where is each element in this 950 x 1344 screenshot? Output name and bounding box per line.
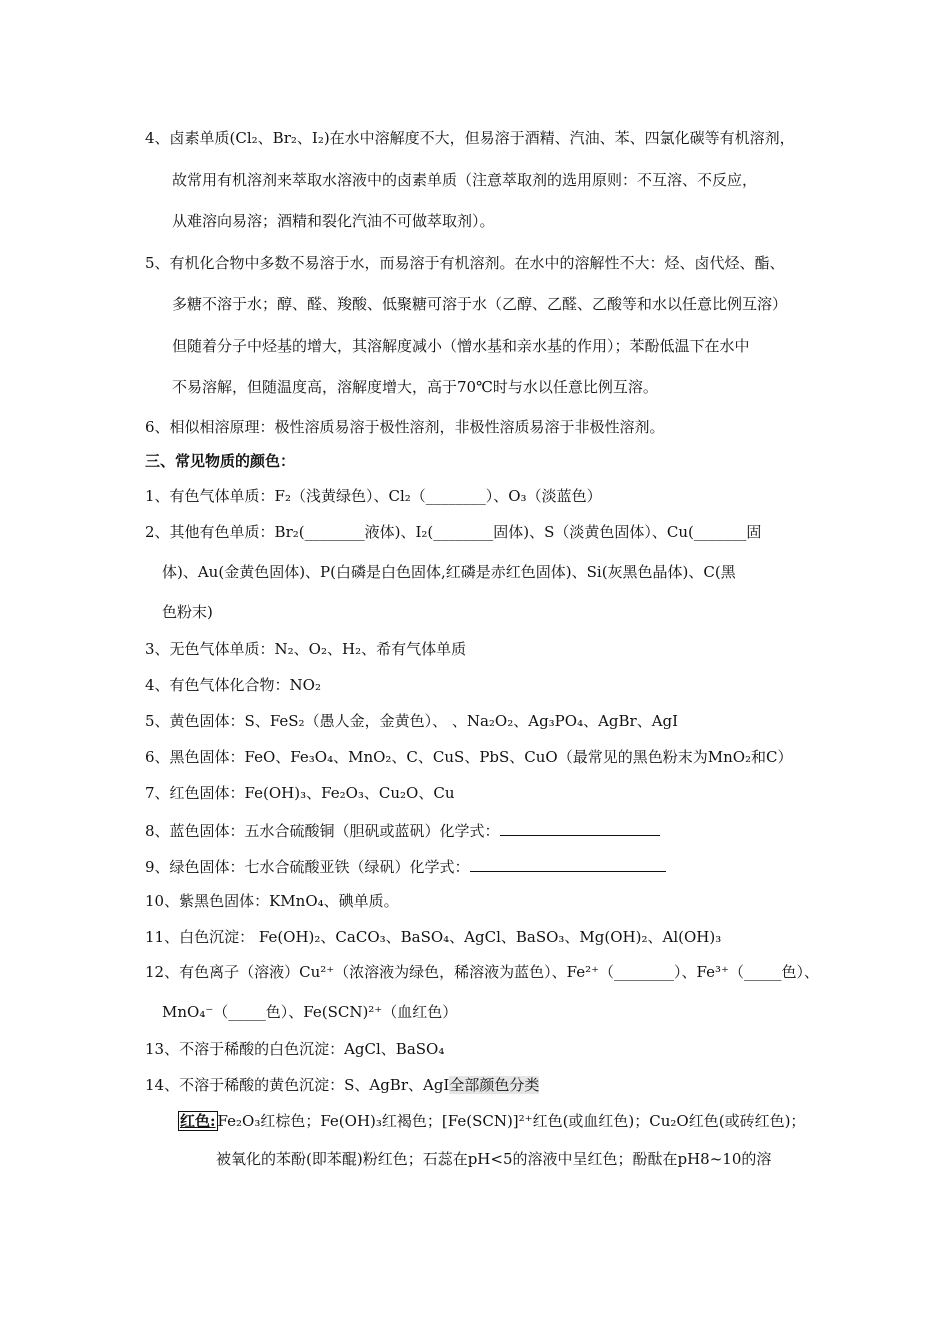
color-item-11: 11、白色沉淀： Fe(OH)₂、CaCO₃、BaSO₄、AgCl、BaSO₃、Mg(OH)₂、Al(OH)₃ — [145, 928, 722, 946]
color-item-3: 3、无色气体单质：N₂、O₂、H₂、希有气体单质 — [145, 640, 467, 658]
color-item-14-text: 14、不溶于稀酸的黄色沉淀：S、AgBr、AgI — [145, 1076, 450, 1094]
color-item-1: 1、有色气体单质：F₂（浅黄绿色）、Cl₂（________）、O₃（淡蓝色） — [145, 487, 602, 505]
red-label: 红色: — [180, 1112, 216, 1130]
color-item-2-line-2: 体)、Au(金黄色固体)、P(白磷是白色固体,红磷是赤红色固体)、Si(灰黑色晶体)、C(黑 — [162, 563, 736, 581]
all-colors-tag: 全部颜色分类 — [449, 1076, 540, 1094]
para-4-line-2: 故常用有机溶剂来萃取水溶液中的卤素单质（注意萃取剂的选用原则：不互溶、不反应， — [172, 171, 758, 189]
color-item-12-line-1: 12、有色离子（溶液）Cu²⁺（浓溶液为绿色，稀溶液为蓝色）、Fe²⁺（________）、Fe³⁺（_____色）、 — [145, 963, 819, 981]
red-color-text-1: Fe₂O₃红棕色；Fe(OH)₃红褐色；[Fe(SCN)]²⁺红色(或血红色)；Cu₂O红色(或砖红色)； — [217, 1112, 806, 1130]
para-4-line-3: 从难溶向易溶；酒精和裂化汽油不可做萃取剂）。 — [172, 212, 495, 230]
para-5-line-2: 多糖不溶于水；醇、醛、羧酸、低聚糖可溶于水（乙醇、乙醛、乙酸等和水以任意比例互溶） — [172, 295, 788, 313]
color-item-13: 13、不溶于稀酸的白色沉淀：AgCl、BaSO₄ — [145, 1040, 445, 1058]
color-item-2-line-1: 2、其他有色单质：Br₂(________液体)、I₂(________固体)、S（淡黄色固体）、Cu(_______固 — [145, 523, 762, 541]
color-item-2-line-3: 色粉末) — [162, 603, 213, 621]
color-item-9-text: 9、绿色固体：七水合硫酸亚铁（绿矾）化学式： — [145, 858, 470, 876]
color-item-10: 10、紫黑色固体：KMnO₄、碘单质。 — [145, 892, 399, 910]
red-color-line-2: 被氧化的苯酚(即苯醌)粉红色；石蕊在pH<5的溶液中呈红色；酚酞在pH8~10的溶 — [216, 1150, 772, 1168]
color-item-14 — [145, 1075, 539, 1095]
section-3-heading: 三、常见物质的颜色： — [145, 452, 296, 470]
color-item-9 — [145, 855, 666, 877]
para-4-line-1: 4、卤素单质(Cl₂、Br₂、I₂)在水中溶解度不大，但易溶于酒精、汽油、苯、四氯化碳等有机溶剂， — [145, 129, 795, 147]
color-item-12-line-2: MnO₄⁻（_____色）、Fe(SCN)²⁺（血红色） — [162, 1003, 458, 1021]
color-item-6: 6、黑色固体：FeO、Fe₃O₄、MnO₂、C、CuS、PbS、CuO（最常见的黑色粉末为MnO₂和C） — [145, 748, 793, 766]
formula-blank — [470, 855, 666, 872]
color-item-5: 5、黄色固体：S、FeS₂（愚人金，金黄色）、 、Na₂O₂、Ag₃PO₄、AgBr、AgI — [145, 712, 679, 730]
color-item-7: 7、红色固体：Fe(OH)₃、Fe₂O₃、Cu₂O、Cu — [145, 784, 455, 802]
color-item-8-text: 8、蓝色固体：五水合硫酸铜（胆矾或蓝矾）化学式： — [145, 822, 500, 840]
para-5-line-1: 5、有机化合物中多数不易溶于水，而易溶于有机溶剂。在水中的溶解性不大：烃、卤代烃、酯、 — [145, 254, 785, 272]
para-6: 6、相似相溶原理：极性溶质易溶于极性溶剂，非极性溶质易溶于非极性溶剂。 — [145, 418, 665, 436]
color-item-4: 4、有色气体化合物：NO₂ — [145, 676, 321, 694]
para-5-line-3: 但随着分子中烃基的增大，其溶解度减小（憎水基和亲水基的作用）；苯酚低温下在水中 — [172, 337, 750, 355]
color-item-8 — [145, 819, 660, 841]
red-color-line-1 — [178, 1111, 805, 1131]
para-5-line-4: 不易溶解，但随温度高，溶解度增大，高于70℃时与水以任意比例互溶。 — [172, 378, 658, 396]
formula-blank — [500, 819, 660, 836]
